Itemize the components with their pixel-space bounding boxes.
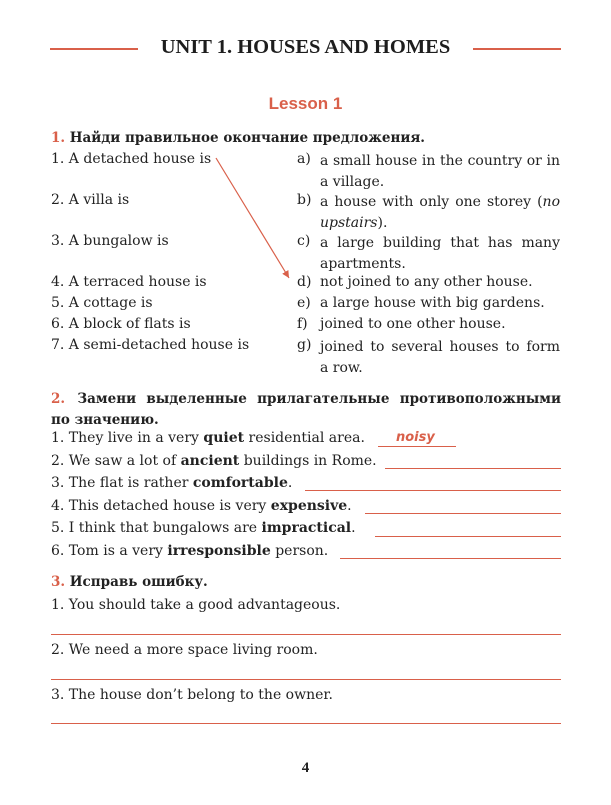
task2-item-2-post: buildings in Rome. (239, 453, 377, 469)
task1-option-c: a large building that has many apartments. (320, 235, 560, 272)
task2-item-1-post: residential area. (244, 430, 365, 446)
task1-option-b-post: ). (377, 215, 388, 231)
unit-title: UNIT 1. HOUSES AND HOMES (160, 36, 451, 58)
task2-item-5 (51, 520, 356, 536)
task1-option-d: not joined to any other house. (320, 274, 533, 290)
page-number: 4 (301, 760, 310, 776)
task2-item-5-bold: impractical (261, 520, 352, 536)
task1-option-a: a small house in the country or in a village. (320, 153, 560, 190)
task3-answer-line-3[interactable] (51, 723, 561, 724)
task3-answer-line-2[interactable] (51, 679, 561, 680)
task3-number: 3. (51, 574, 66, 590)
task1-option-b-pre: a house with only one storey ( (320, 194, 543, 210)
task3-instruction: Исправь ошибку. (69, 574, 208, 590)
task3-item-3: 3. The house don’t belong to the owner. (51, 687, 333, 703)
task2-item-6-bold: irresponsible (167, 543, 271, 559)
task2-item-6 (51, 543, 328, 559)
task1-left-2: 2. A villa is (51, 192, 130, 208)
task2-instruction: Замени выделенные прилагательные противоположными по значению. (51, 391, 561, 428)
task2-item-5-post: . (351, 520, 356, 536)
task2-answer-line-2[interactable] (385, 468, 561, 469)
task1-option-g: joined to several houses to form a row. (320, 339, 560, 376)
task1-left-6: 6. A block of flats is (51, 316, 191, 332)
task1-option-f: joined to one other house. (320, 316, 506, 332)
task2-answer-line-5[interactable] (375, 536, 561, 537)
task3-item-1: 1. You should take a good advantageous. (51, 597, 341, 613)
task2-item-6-pre: 6. Tom is a very (51, 543, 168, 559)
task2-item-6-post: person. (270, 543, 329, 559)
task1-letter-f: f) (297, 316, 308, 332)
task1-left-7: 7. A semi-detached house is (51, 337, 250, 353)
lesson-title: Lesson 1 (268, 94, 343, 113)
task2-item-4-pre: 4. This detached house is very (51, 498, 271, 514)
task2-item-3-post: . (287, 475, 293, 491)
task2-number: 2. (51, 391, 66, 407)
task1-letter-d: d) (297, 274, 312, 290)
task1-left-3: 3. A bungalow is (51, 233, 169, 249)
task1-left-5: 5. A cottage is (51, 295, 153, 311)
task2-answer-line-6[interactable] (340, 558, 561, 559)
task2-item-4-post: . (347, 498, 352, 514)
task2-item-2-pre: 2. We saw a lot of (51, 453, 181, 469)
task2-item-4-bold: expensive (270, 498, 348, 514)
task2-item-2 (51, 453, 377, 469)
task2-item-1-pre: 1. They live in a very (51, 430, 204, 446)
task1-option-e: a large house with big gardens. (320, 295, 545, 311)
task2-item-3 (51, 475, 292, 491)
match-arrow-line (216, 158, 289, 278)
task1-left-4: 4. A terraced house is (51, 274, 207, 290)
task1-letter-g: g) (297, 337, 312, 353)
task2-answer-1: noisy (396, 430, 435, 445)
task1-number: 1. (51, 130, 66, 146)
task2-item-5-pre: 5. I think that bungalows are (51, 520, 262, 536)
task1-option-b-italic: no upstairs (320, 194, 560, 231)
task1-instruction: Найди правильное окончание предложения. (69, 130, 426, 146)
task1-letter-a: a) (297, 151, 311, 167)
task1-letter-c: c) (297, 233, 311, 249)
task3-heading (51, 574, 208, 590)
task2-heading-line1 (51, 389, 561, 431)
task3-item-2: 2. We need a more space living room. (51, 642, 318, 658)
task1-letter-e: e) (297, 295, 311, 311)
task2-item-4 (51, 498, 352, 514)
task3-answer-line-1[interactable] (51, 634, 561, 635)
task2-answer-line-1[interactable] (378, 446, 456, 447)
task1-letter-b: b) (297, 192, 312, 208)
task2-item-1-bold: quiet (203, 430, 245, 446)
task2-item-3-bold: comfortable (192, 475, 288, 491)
task2-item-1 (51, 430, 365, 446)
task2-answer-line-4[interactable] (365, 513, 561, 514)
task2-item-2-bold: ancient (180, 453, 240, 469)
task2-item-3-pre: 3. The flat is rather (51, 475, 193, 491)
task1-left-1: 1. A detached house is (51, 151, 212, 167)
task2-answer-line-3[interactable] (305, 490, 561, 491)
